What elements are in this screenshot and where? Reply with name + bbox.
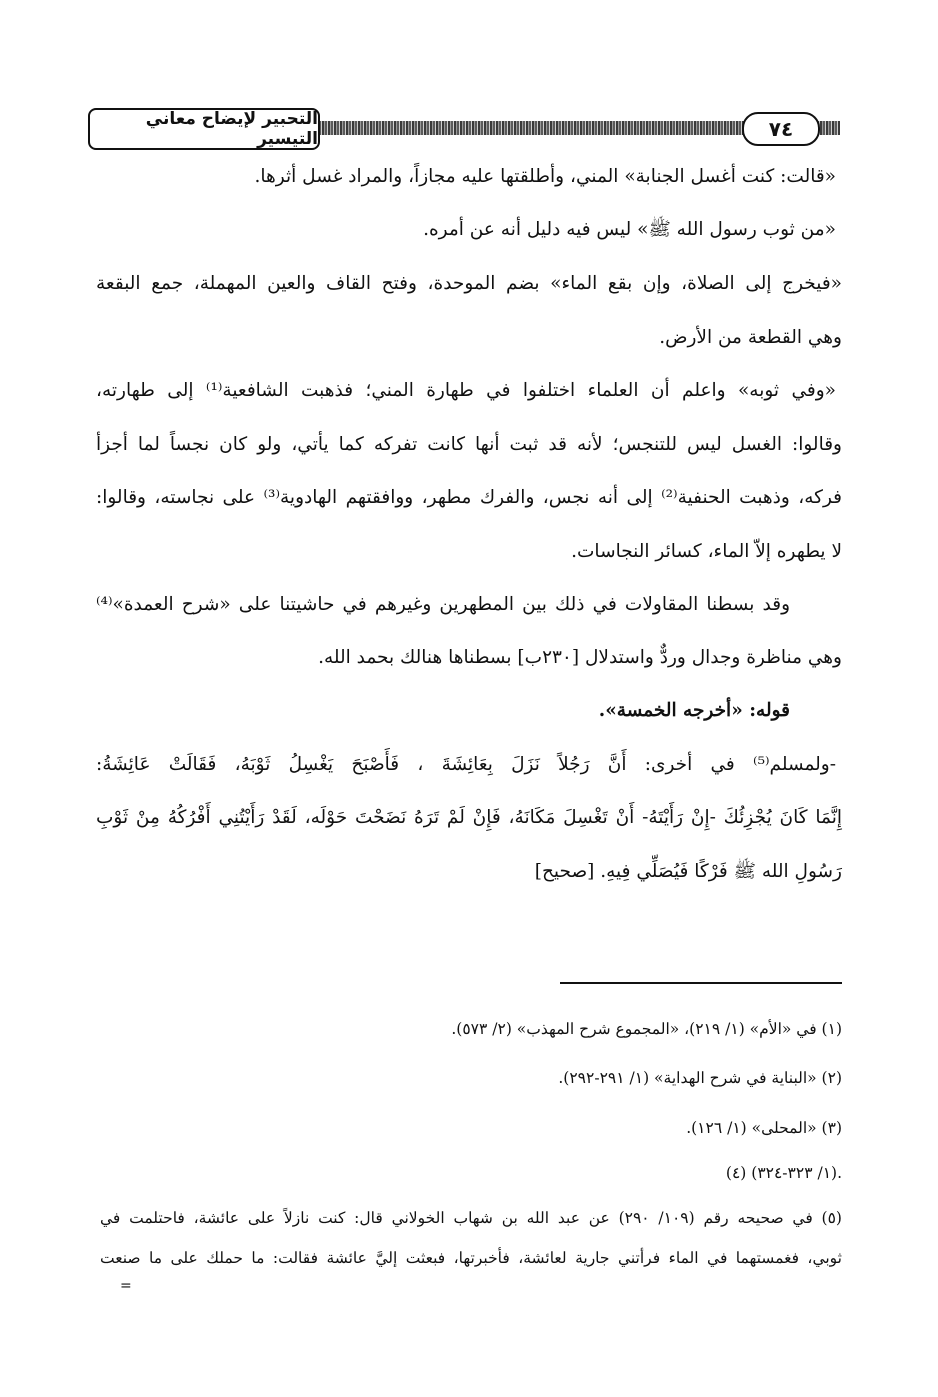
body-line: فركه، وذهبت الحنفية⁽²⁾ إلى أنه نجس، والفرك مطهر، ووافقتهم الهادوية⁽³⁾ على نجاسته، وقالوا: (96, 487, 842, 508)
body-line: «قالت: كنت أغسل الجنابة» المني، وأطلقتها عليه مجازاً، والمراد غسل أثرها. (254, 166, 836, 187)
footnote: (٢) «البناية في شرح الهداية» (١/ ٢٩١-٢٩٢). (558, 1069, 842, 1087)
body-line: وقالوا: الغسل ليس للتنجس؛ لأنه قد ثبت أنها كانت تفركه كما يأتي، ولو كان نجساً لما أجزأ (96, 434, 842, 455)
book-title: التحبير لإيضاح معاني التيسير (88, 108, 320, 150)
body-line: «وفي ثوبه» واعلم أن العلماء اختلفوا في طهارة المني؛ فذهبت الشافعية⁽¹⁾ إلى طهارته، (96, 380, 836, 401)
footnote: (٥) في صحيحه رقم (١٠٩/ ٢٩٠) عن عبد الله بن شهاب الخولاني قال: كنت نازلاً على عائشة، فاحتلمت في (100, 1209, 842, 1227)
footnote: (١) في «الأم» (١/ ٢١٩)، «المجموع شرح المهذب» (٢/ ٥٧٣). (451, 1020, 842, 1038)
footnote: (٤) (١/ ٣٢٣-٣٢٤). (725, 1164, 842, 1182)
body-line: لا يطهره إلاّ الماء، كسائر النجاسات. (571, 541, 842, 562)
page-header (88, 108, 840, 154)
hadith-line: رَسُولِ الله ﷺ فَرْكًا فَيُصَلِّي فِيهِ. [صحيح] (534, 861, 842, 882)
footnote: ثوبي، فغمستهما في الماء فرأتني جارية لعائشة، فأخبرتها، فبعثت إليَّ عائشة فقالت: ما حملك على ما صنعت (100, 1249, 842, 1267)
body-line: وهي القطعة من الأرض. (659, 327, 842, 348)
continuation-mark: = (120, 1278, 132, 1294)
body-line: وقد بسطنا المقاولات في ذلك بين المطهرين وغيرهم في حاشيتنا على «شرح العمدة»⁽⁴⁾ (96, 594, 790, 615)
footnote-separator (560, 982, 842, 984)
hadith-line: إِنَّمَا كَانَ يُجْزِئُكَ -إِنْ رَأَيْتَهُ- أَنْ تَغْسِلَ مَكَانَهُ، فَإِنْ لَمْ تَرَهُ نَضَحْتَ حَوْلَه، لَقَدْ رَأَيْتُنِي أَفْرُكُهُ مِنْ ثَوْبِ (96, 807, 842, 828)
body-line: قوله: «أخرجه الخمسة». (598, 700, 790, 721)
footnote: (٣) «المحلى» (١/ ١٢٦). (686, 1119, 842, 1137)
page-number: ٧٤ (742, 112, 820, 146)
body-line: وهي مناظرة وجدال وردٌّ واستدلال [٢٣٠ب] بسطناها هنالك بحمد الله. (318, 647, 842, 668)
body-line: «من ثوب رسول الله ﷺ» ليس فيه دليل أنه عن أمره. (423, 219, 836, 240)
body-line: «فيخرج إلى الصلاة، وإن بقع الماء» بضم الموحدة، وفتح القاف والعين المهملة، جمع البقعة (96, 273, 842, 294)
hadith-line: -ولمسلم⁽⁵⁾ في أخرى: أَنَّ رَجُلاً نَزَلَ بِعَائِشَةَ ، فَأَصْبَحَ يَغْسِلُ ثَوْبَهُ، فَقَالَتْ عَائِشَةُ: (96, 754, 836, 775)
